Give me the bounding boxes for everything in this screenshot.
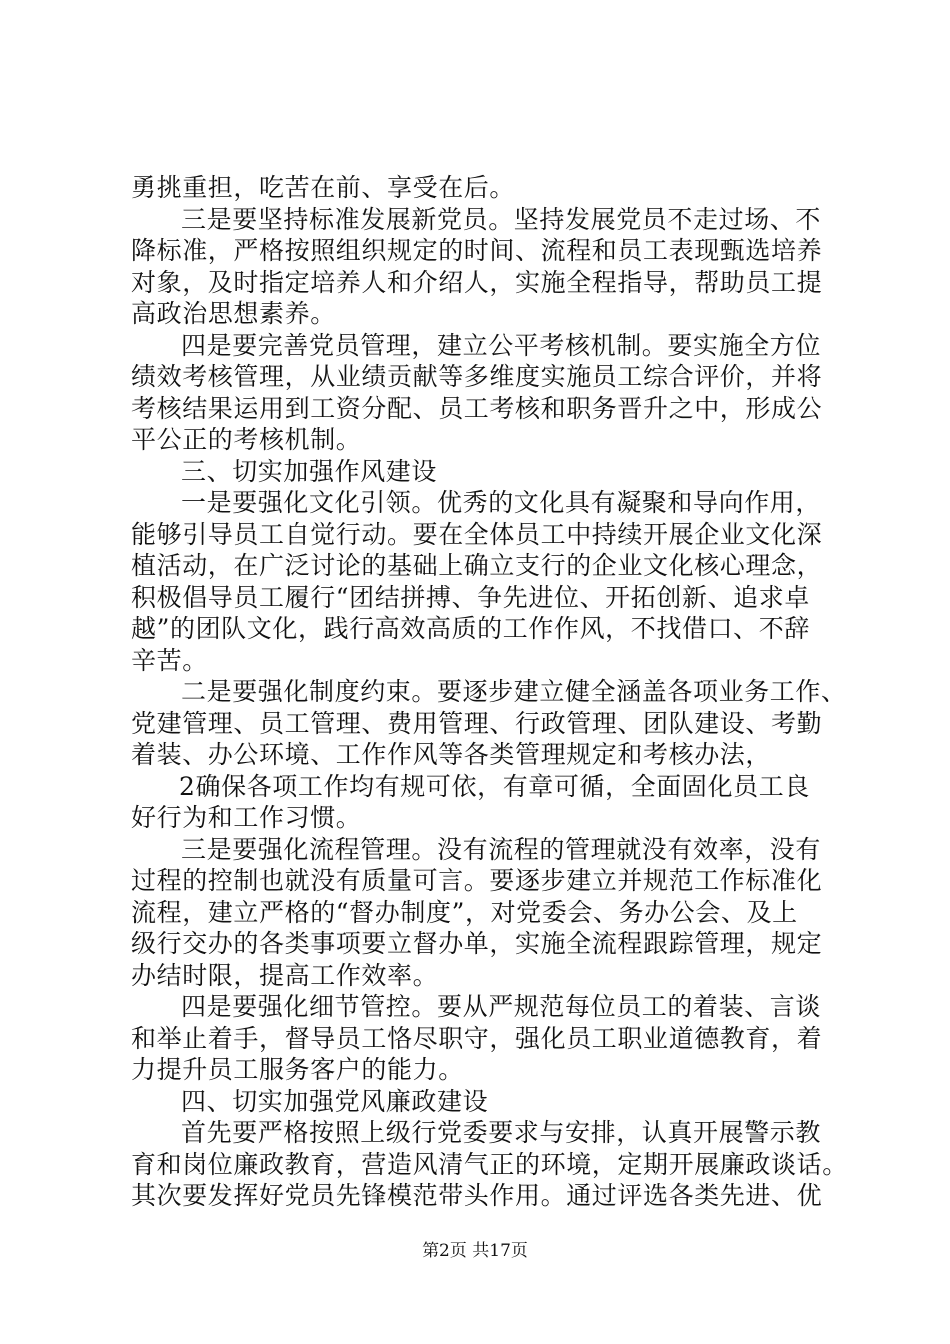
text-line: 着装、办公环境、工作作风等各类管理规定和考核办法， [131, 740, 772, 769]
text-line: 勇挑重担，吃苦在前、享受在后。 [131, 173, 516, 202]
text-line: 考核结果运用到工资分配、员工考核和职务晋升之中，形成公 [131, 393, 823, 423]
text-line: 和举止着手，督导员工恪尽职守，强化员工职业道德教育，着 [131, 1023, 823, 1053]
text-line: 二是要强化制度约束。要逐步建立健全涵盖各项业务工作、 [181, 677, 847, 706]
section-heading: 三、切实加强作风建设 [181, 456, 438, 486]
text-line: 办结时限，提高工作效率。 [131, 960, 439, 990]
text-line: 绩效考核管理，从业绩贡献等多维度实施员工综合评价，并将 [131, 362, 823, 391]
text-line: 流程，建立严格的“督办制度”，对党委会、务办公会、及上 [131, 897, 798, 927]
text-line: 平公正的考核机制。 [131, 425, 362, 454]
text-line: 植活动，在广泛讨论的基础上确立支行的企业文化核心理念， [131, 551, 823, 580]
text-line: 辛苦。 [131, 645, 208, 675]
text-line: 积极倡导员工履行“团结拼搏、争先进位、开拓创新、追求卓 [131, 582, 810, 612]
text-line: 四是要完善党员管理，建立公平考核机制。要实施全方位 [181, 330, 822, 360]
section-heading: 四、切实加强党风廉政建设 [181, 1086, 489, 1116]
text-line: 级行交办的各类事项要立督办单，实施全流程跟踪管理，规定 [131, 929, 823, 958]
text-line: 三是要强化流程管理。没有流程的管理就没有效率，没有 [181, 834, 822, 864]
text-line: 对象，及时指定培养人和介绍人，实施全程指导，帮助员工提 [131, 267, 823, 297]
text-line: 首先要严格按照上级行党委要求与安排，认真开展警示教 [181, 1118, 822, 1147]
text-line: 过程的控制也就没有质量可言。要逐步建立并规范工作标准化 [131, 866, 823, 895]
text-line: 能够引导员工自觉行动。要在全体员工中持续开展企业文化深 [131, 519, 823, 549]
page-footer [0, 1240, 950, 1262]
text-line: 四是要强化细节管控。要从严规范每位员工的着装、言谈 [181, 992, 822, 1021]
text-line: 好行为和工作习惯。 [131, 803, 362, 832]
text-line: 越”的团队文化，践行高效高质的工作作风，不找借口、不辞 [131, 614, 810, 643]
text-line: 力提升员工服务客户的能力。 [131, 1055, 464, 1084]
text-line: 其次要发挥好党员先锋模范带头作用。通过评选各类先进、优 [131, 1181, 823, 1210]
text-line: 2确保各项工作均有规可依，有章可循，全面固化员工良 [179, 771, 810, 801]
text-line: 育和岗位廉政教育，营造风清气正的环境，定期开展廉政谈话。 [131, 1149, 848, 1179]
text-line: 降标准，严格按照组织规定的时间、流程和员工表现甄选培养 [131, 236, 823, 265]
page-number-label: 第2页 共17页 [422, 1241, 528, 1261]
text-line: 三是要坚持标准发展新党员。坚持发展党员不走过场、不 [181, 204, 822, 234]
text-line: 党建管理、员工管理、费用管理、行政管理、团队建设、考勤 [131, 708, 823, 738]
text-line: 高政治思想素养。 [131, 299, 336, 328]
document-body [131, 172, 848, 1212]
text-line: 一是要强化文化引领。优秀的文化具有凝聚和导向作用， [181, 488, 822, 517]
